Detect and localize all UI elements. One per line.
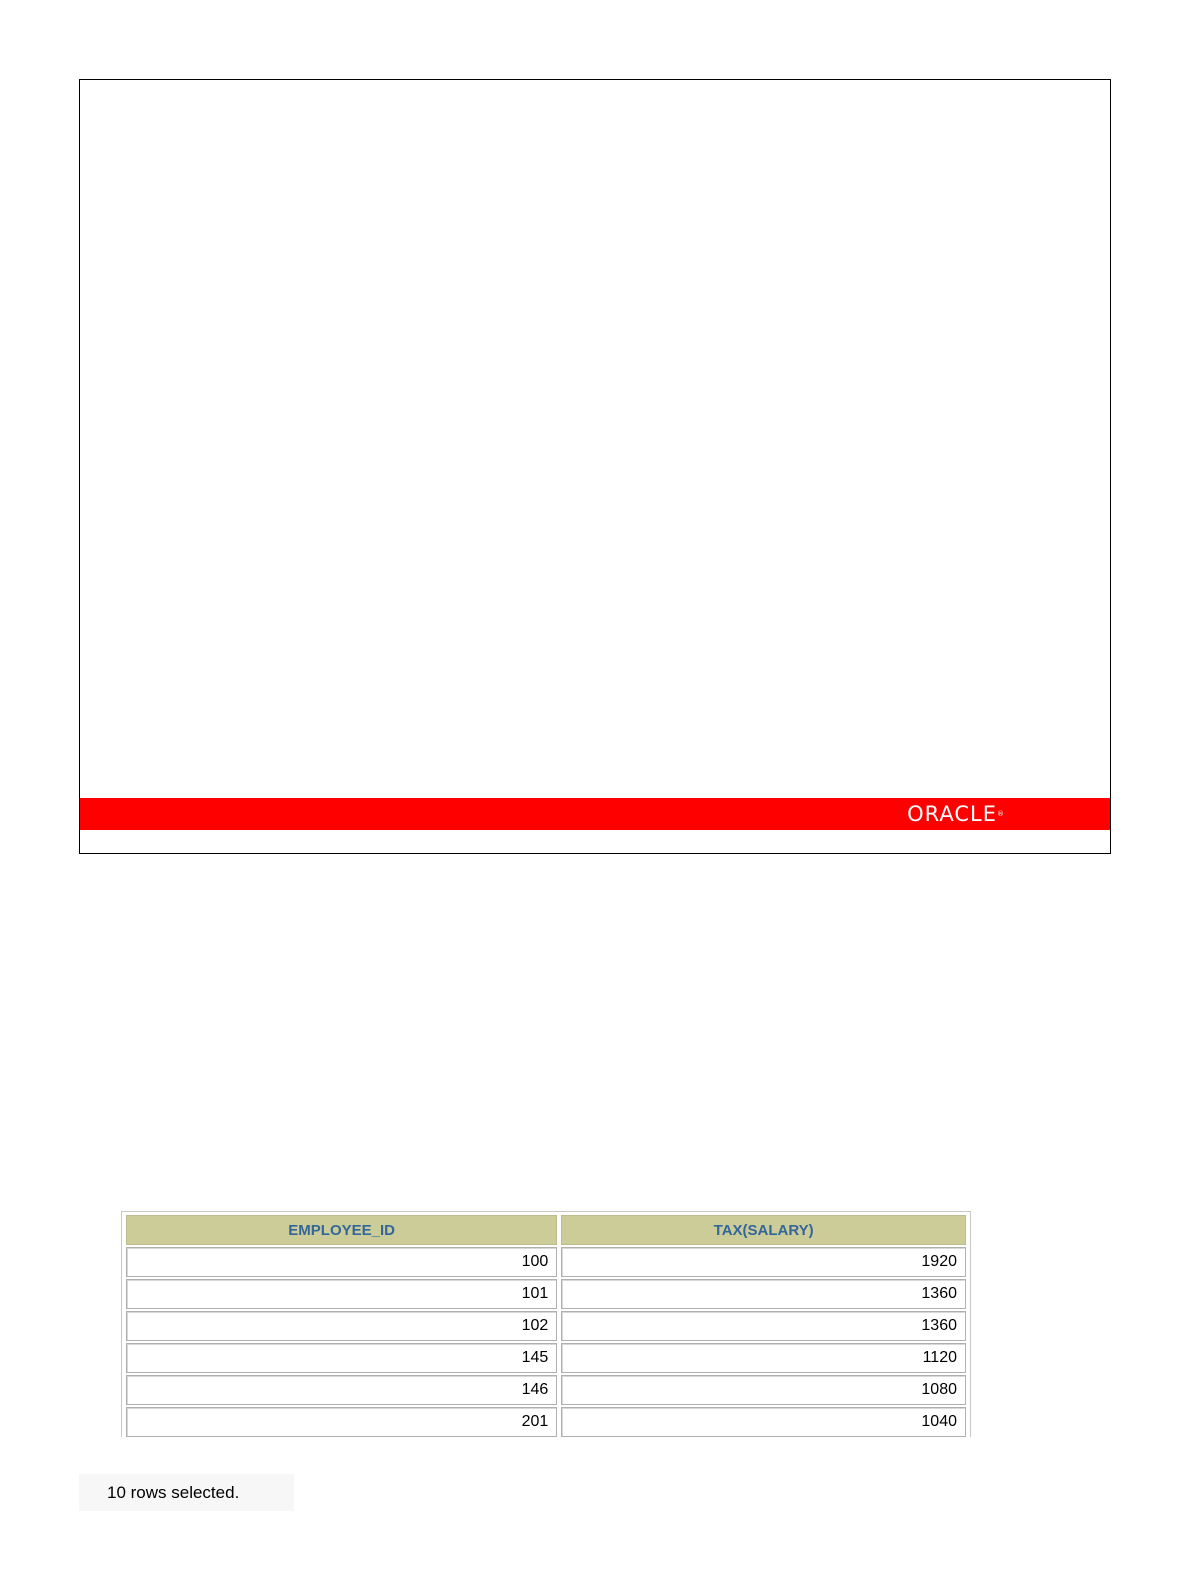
tax-salary-cell: 1040 [561, 1407, 966, 1437]
table-row [126, 1279, 966, 1309]
table-row [126, 1311, 966, 1341]
tax-salary-cell: 1120 [561, 1343, 966, 1373]
oracle-logo-text: ORACLE [907, 802, 997, 826]
employee-id-cell: 101 [126, 1279, 557, 1309]
employee-id-cell: 146 [126, 1375, 557, 1405]
table-row [126, 1375, 966, 1405]
column-header-employee-id: EMPLOYEE_ID [126, 1215, 557, 1245]
oracle-logo [907, 802, 1004, 826]
column-header-tax-salary: TAX(SALARY) [561, 1215, 966, 1245]
table-row [126, 1343, 966, 1373]
employee-id-cell: 102 [126, 1311, 557, 1341]
tax-salary-cell: 1360 [561, 1279, 966, 1309]
oracle-banner [80, 798, 1110, 830]
table-row [126, 1247, 966, 1277]
slide-frame [79, 79, 1111, 854]
query-result-panel [121, 1211, 971, 1437]
employee-id-cell: 201 [126, 1407, 557, 1437]
registered-mark: ® [997, 810, 1004, 818]
employee-id-cell: 100 [126, 1247, 557, 1277]
tax-salary-cell: 1080 [561, 1375, 966, 1405]
tax-salary-cell: 1360 [561, 1311, 966, 1341]
query-result-table [122, 1213, 970, 1437]
rows-selected-status: 10 rows selected. [79, 1474, 294, 1511]
table-header-row [126, 1215, 966, 1245]
table-row [126, 1407, 966, 1437]
employee-id-cell: 145 [126, 1343, 557, 1373]
tax-salary-cell: 1920 [561, 1247, 966, 1277]
